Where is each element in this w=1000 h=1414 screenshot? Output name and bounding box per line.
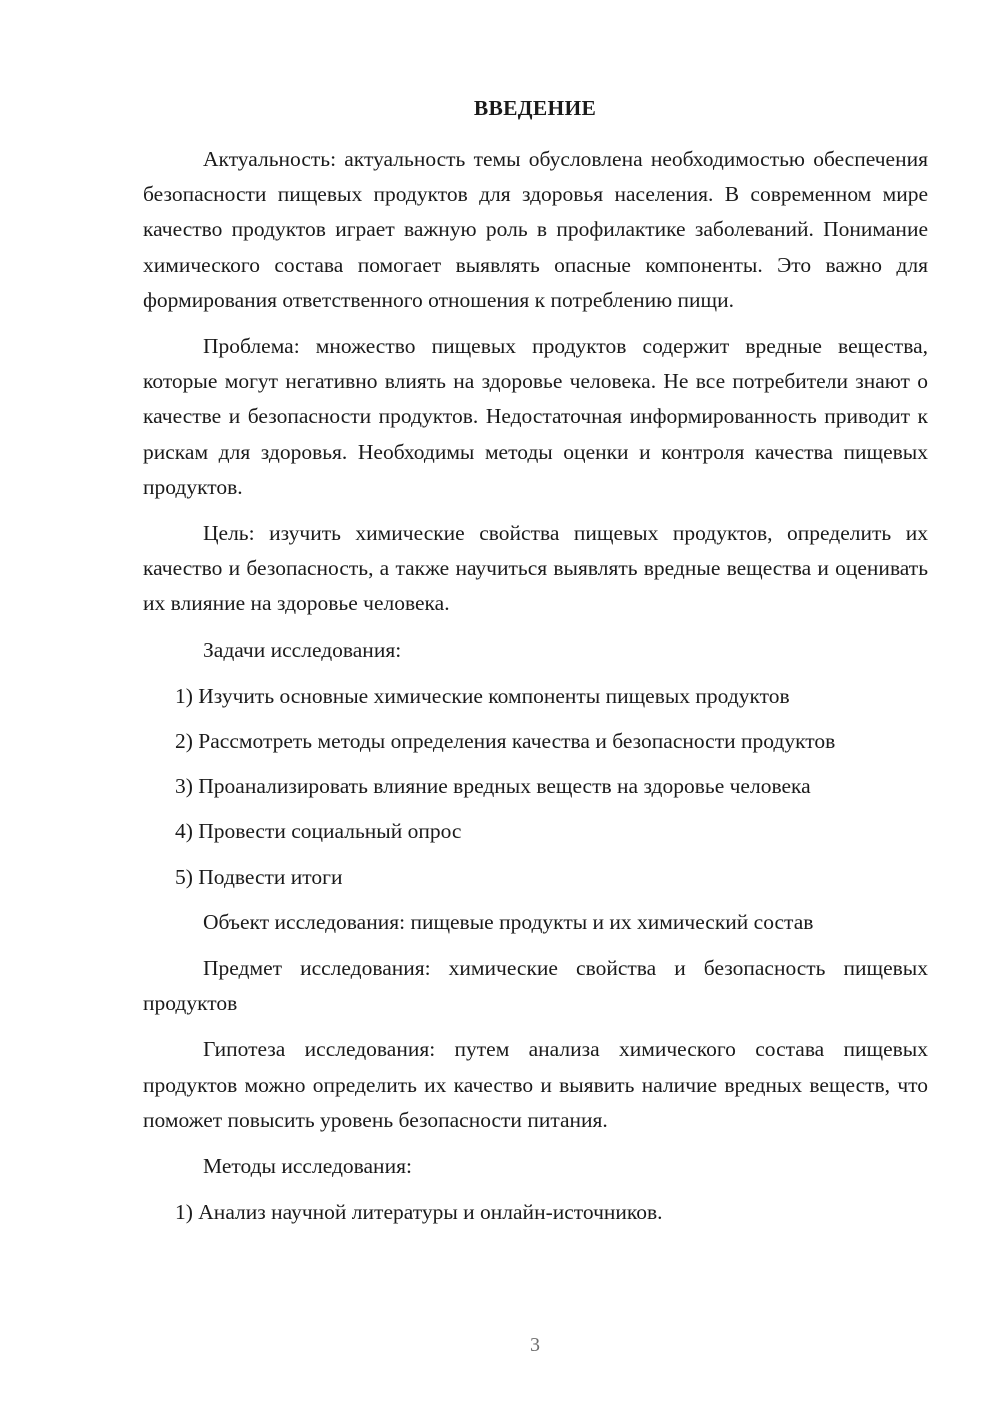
- method-item: 1) Анализ научной литературы и онлайн-источников.: [175, 1200, 663, 1225]
- task-item: 2) Рассмотреть методы определения качества и безопасности продуктов: [175, 729, 836, 754]
- page-title: ВВЕДЕНИЕ: [473, 96, 597, 120]
- tasks-heading: Задачи исследования:: [203, 637, 402, 662]
- page-body: [143, 142, 928, 1240]
- task-item: 4) Провести социальный опрос: [175, 819, 462, 844]
- task-item: 3) Проанализировать влияние вредных веществ на здоровье человека: [175, 774, 811, 799]
- subject-paragraph: Предмет исследования: химические свойства и безопасность пищевых продуктов: [143, 956, 928, 1016]
- problem-paragraph: Проблема: множество пищевых продуктов содержит вредные вещества, которые могут негативно влиять на здоровье человека. Не все потребители знают о качестве и безопасности продуктов. Недостаточная информированность приводит к рискам для здоровья. Необходимы методы оценки и контроля качества пищевых продуктов.: [143, 334, 928, 499]
- object-paragraph: Объект исследования: пищевые продукты и их химический состав: [203, 909, 814, 934]
- relevance-paragraph: Актуальность: актуальность темы обусловлена необходимостью обеспечения безопасности пищевых продуктов для здоровья населения. В современном мире качество продуктов играет важную роль в профилактике заболеваний. Понимание химического состава помогает выявлять опасные компоненты. Это важно для формирования ответственного отношения к потреблению пищи.: [143, 147, 928, 312]
- hypothesis-paragraph: Гипотеза исследования: путем анализа химического состава пищевых продуктов можно определить их качество и выявить наличие вредных веществ, что поможет повысить уровень безопасности питания.: [143, 1037, 928, 1132]
- goal-paragraph: Цель: изучить химические свойства пищевых продуктов, определить их качество и безопасность, а также научиться выявлять вредные вещества и оценивать их влияние на здоровье человека.: [143, 521, 928, 616]
- task-item: 1) Изучить основные химические компоненты пищевых продуктов: [175, 683, 790, 708]
- methods-heading: Методы исследования:: [203, 1154, 412, 1179]
- page-number: 3: [530, 1334, 540, 1356]
- task-item: 5) Подвести итоги: [175, 864, 343, 889]
